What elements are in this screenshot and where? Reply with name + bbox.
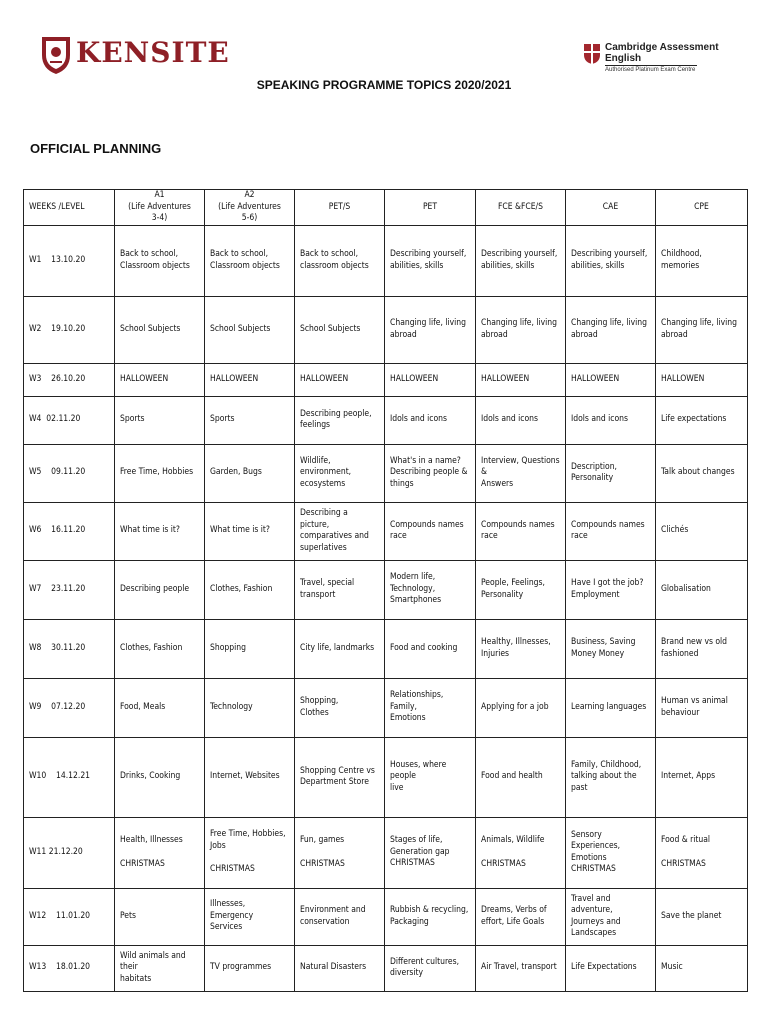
week-cell: W2 19.10.20 (24, 296, 115, 363)
week-cell: W12 11.01.20 (24, 888, 115, 945)
topic-cell (476, 502, 566, 560)
topic-cell (566, 737, 656, 817)
topic-cell (205, 502, 295, 560)
topic-cell (566, 945, 656, 991)
topic-text: Healthy, Illnesses, (481, 637, 551, 647)
topic-cell (656, 888, 748, 945)
topic-text: School Subjects (120, 323, 181, 334)
topic-text: Answers (481, 478, 514, 489)
topic-text: HALLOWEEN (481, 373, 530, 384)
header-text: WEEKS /LEVEL (29, 201, 85, 212)
topic-text: Houses, where people (390, 759, 447, 782)
topic-text: Life Expectations (571, 962, 637, 973)
topic-text: What time is it? (120, 525, 180, 536)
topic-text: Internet, Websites (210, 771, 280, 782)
topic-text: abroad (390, 329, 417, 340)
topic-cell (385, 560, 476, 619)
topic-text: abroad (661, 329, 688, 340)
topic-cell (385, 737, 476, 817)
speaking-topics-table (23, 189, 748, 992)
topic-cell (656, 502, 748, 560)
topic-text: Money Money (571, 648, 625, 659)
topic-text: Description, (571, 461, 617, 472)
topic-cell (205, 396, 295, 444)
week-cell: W10 14.12.21 (24, 737, 115, 817)
table-row (24, 396, 748, 444)
week-cell: W6 16.11.20 (24, 502, 115, 560)
topic-text: Clichés (661, 525, 689, 536)
topic-text: Describing yourself, (390, 249, 467, 259)
section-title: OFFICIAL PLANNING (30, 141, 162, 156)
topic-text: Interview, Questions & (481, 455, 560, 478)
topic-text: What's in a name? (390, 455, 461, 466)
topic-text: Describing people & (390, 467, 468, 478)
week-cell: W8 30.11.20 (24, 619, 115, 678)
topic-cell (656, 945, 748, 991)
topic-cell (385, 619, 476, 678)
topic-text: HALLOWEN (661, 373, 705, 384)
topic-text: Environment and (300, 905, 366, 915)
topic-cell (476, 945, 566, 991)
topic-text: behaviour (661, 707, 700, 718)
kensite-shield-logo (40, 35, 72, 75)
header-text: CAE (602, 201, 619, 212)
topic-text: classroom objects (300, 260, 369, 271)
topic-cell (205, 363, 295, 396)
topic-cell (115, 817, 205, 888)
topic-text: Business, Saving (571, 637, 636, 647)
topic-text: Changing life, living (661, 318, 737, 328)
topic-text: Sensory Experiences, (571, 829, 621, 851)
topic-text: Free Time, Hobbies (120, 467, 194, 478)
header-text: FCE &FCE/S (498, 201, 543, 212)
topic-text: habitats (120, 973, 152, 984)
topic-cell (656, 444, 748, 502)
topic-text: Classroom objects (120, 260, 190, 271)
topic-text: Rubbish & recycling, (390, 905, 469, 915)
topic-text: Clothes, Fashion (120, 642, 183, 653)
table-row (24, 817, 748, 888)
topic-text: abilities, skills (571, 260, 625, 271)
cambridge-english: English (605, 53, 642, 64)
document-title: SPEAKING PROGRAMME TOPICS 2020/2021 (256, 78, 512, 92)
topic-text: Changing life, living (481, 318, 557, 328)
topic-cell (476, 444, 566, 502)
topic-cell (115, 619, 205, 678)
topic-text: Applying for a job (481, 701, 549, 712)
topic-text: Packaging (390, 916, 429, 927)
topic-text: ecosystems (300, 478, 346, 489)
topic-text: Shopping (210, 642, 246, 653)
topic-cell (476, 678, 566, 737)
topic-text: Dreams, Verbs of (481, 905, 547, 915)
topic-cell (115, 560, 205, 619)
topic-text: Classroom objects (210, 260, 280, 271)
topic-text: abilities, skills (481, 260, 535, 271)
topic-cell (566, 817, 656, 888)
table-row (24, 560, 748, 619)
topic-text: What time is it? (210, 525, 270, 536)
topic-text: race (571, 531, 588, 541)
topic-cell (115, 502, 205, 560)
topic-cell (385, 296, 476, 363)
topic-cell (656, 560, 748, 619)
topic-text: Drinks, Cooking (120, 771, 181, 782)
topic-cell (385, 363, 476, 396)
topic-cell (205, 296, 295, 363)
topic-text: People, Feelings, (481, 578, 545, 588)
topic-cell (385, 502, 476, 560)
topic-cell (656, 737, 748, 817)
topic-text: Describing a picture, (300, 508, 348, 530)
topic-cell (566, 444, 656, 502)
topic-text: Describing yourself, (481, 249, 558, 259)
topic-text: Globalisation (661, 583, 711, 594)
topic-cell (566, 296, 656, 363)
header-level (385, 190, 476, 226)
table-row (24, 225, 748, 296)
topic-text: CHRISTMAS (210, 864, 255, 875)
topic-text: Brand new vs old (661, 637, 728, 647)
topic-text: Idols and icons (390, 414, 447, 425)
topic-cell (295, 363, 385, 396)
topic-cell (385, 888, 476, 945)
topic-text: School Subjects (210, 323, 271, 334)
topic-text: Describing yourself, (571, 249, 648, 259)
topic-cell (115, 678, 205, 737)
topic-text: Have I got the job? (571, 578, 644, 588)
topic-text (120, 847, 199, 859)
topic-cell (205, 678, 295, 737)
week-cell: W9 07.12.20 (24, 678, 115, 737)
topic-text: Food and cooking (390, 642, 458, 653)
topic-cell (566, 396, 656, 444)
table-row (24, 945, 748, 991)
topic-text: Fun, games (300, 835, 345, 845)
topic-text: Relationships, Family, (390, 690, 444, 712)
topic-text: Personality (481, 589, 524, 600)
topic-text: Clothes (300, 707, 329, 718)
table-row (24, 444, 748, 502)
header-level (205, 190, 295, 226)
topic-text: Describing people, (300, 408, 372, 419)
topic-text: HALLOWEEN (571, 373, 620, 384)
topic-text: Save the planet (661, 910, 722, 921)
topic-text: Food and health (481, 771, 543, 782)
topic-cell (656, 363, 748, 396)
cambridge-tagline: Authorised Platinum Exam Centre (605, 67, 696, 73)
topic-cell (656, 817, 748, 888)
topic-cell (385, 225, 476, 296)
topic-text: Sports (120, 414, 145, 425)
topic-text: talking about the past (571, 771, 637, 793)
topic-cell (656, 396, 748, 444)
topic-text: Food, Meals (120, 701, 166, 712)
topic-text: conservation (300, 916, 350, 927)
topic-text: Childhood, memories (661, 249, 702, 271)
topic-cell (295, 737, 385, 817)
table-row (24, 363, 748, 396)
topic-cell (295, 396, 385, 444)
topic-cell (295, 560, 385, 619)
topic-text: Music (661, 962, 683, 973)
week-cell: W13 18.01.20 (24, 945, 115, 991)
topic-text: race (481, 531, 498, 541)
topic-text: Changing life, living (390, 318, 466, 328)
topic-cell (295, 619, 385, 678)
topic-text: Travel and adventure, (571, 893, 613, 915)
topic-text: Compounds names (481, 519, 555, 530)
topic-cell (656, 678, 748, 737)
topic-text: Health, Illnesses (120, 835, 183, 845)
topic-cell (566, 678, 656, 737)
topic-cell (566, 225, 656, 296)
topic-cell (115, 888, 205, 945)
topic-text: Different cultures, (390, 956, 460, 967)
topic-text: Wild animals and their (120, 950, 186, 973)
topic-text: Technology (210, 701, 253, 712)
header-text: PET/S (328, 201, 351, 212)
topic-cell (385, 396, 476, 444)
topic-text: Generation gap (390, 846, 450, 857)
topic-text: Internet, Apps (661, 771, 716, 782)
week-cell: W3 26.10.20 (24, 363, 115, 396)
topic-text: Life expectations (661, 414, 727, 425)
topic-cell (205, 888, 295, 945)
topic-cell (476, 225, 566, 296)
topic-text: CHRISTMAS (300, 858, 345, 869)
topic-text: diversity (390, 968, 423, 978)
topic-text: CHRISTMAS (390, 858, 435, 869)
topic-cell (385, 817, 476, 888)
cambridge-divider (605, 65, 697, 66)
topic-cell (205, 444, 295, 502)
topic-text: HALLOWEEN (120, 373, 169, 384)
topic-text: HALLOWEEN (300, 373, 349, 384)
topic-text: CHRISTMAS (120, 858, 165, 869)
topic-text: Emotions (390, 713, 426, 724)
topic-cell (295, 225, 385, 296)
topic-text: comparatives and (300, 531, 369, 541)
week-cell: W5 09.11.20 (24, 444, 115, 502)
topic-text: CHRISTMAS (661, 858, 706, 869)
topic-text: TV programmes (210, 962, 272, 973)
topic-text: Department Store (300, 777, 369, 787)
table-row (24, 502, 748, 560)
topic-text (481, 847, 560, 859)
header-level (295, 190, 385, 226)
topic-cell (295, 817, 385, 888)
header-text: (Life Adventures (218, 201, 281, 212)
topic-text (300, 847, 379, 859)
week-cell: W7 23.11.20 (24, 560, 115, 619)
topic-text: Modern life, (390, 572, 436, 583)
topic-cell (476, 296, 566, 363)
topic-text: Back to school, (120, 249, 179, 259)
topic-text: Stages of life, (390, 835, 443, 846)
topic-cell (115, 444, 205, 502)
topic-text: Changing life, living (571, 318, 647, 328)
topic-cell (295, 945, 385, 991)
topic-cell (656, 225, 748, 296)
header-level (656, 190, 748, 226)
topic-text: Services (210, 922, 243, 933)
header-text: PET (422, 201, 438, 212)
topic-cell (115, 225, 205, 296)
table-row (24, 737, 748, 817)
topic-cell (205, 619, 295, 678)
table-header-row (24, 190, 748, 226)
topic-cell (295, 296, 385, 363)
topic-text: Idols and icons (571, 414, 628, 425)
topic-text: superlatives (300, 542, 347, 553)
topic-text: School Subjects (300, 323, 361, 334)
topic-cell (115, 396, 205, 444)
cambridge-name: Cambridge Assessment (605, 42, 719, 53)
topic-cell (205, 560, 295, 619)
topic-text: Technology, (390, 583, 436, 594)
header-level (115, 190, 205, 226)
topic-cell (476, 560, 566, 619)
topic-cell (115, 296, 205, 363)
header-text: (Life Adventures (128, 201, 191, 212)
topic-text: HALLOWEEN (210, 373, 259, 384)
topic-cell (566, 363, 656, 396)
topic-text: Animals, Wildlife (481, 835, 545, 845)
topic-text: effort, Life Goals (481, 916, 545, 927)
header-level (566, 190, 656, 226)
week-cell: W11 21.12.20 (24, 817, 115, 888)
topic-cell (385, 678, 476, 737)
topic-text: Free Time, Hobbies, (210, 829, 286, 840)
header-level (476, 190, 566, 226)
topic-text: Garden, Bugs (210, 467, 262, 478)
topic-text: race (390, 531, 407, 541)
topic-text: fashioned (661, 648, 699, 659)
topic-text: Family, Childhood, (571, 759, 642, 770)
topic-text: Natural Disasters (300, 962, 367, 973)
topic-text: transport (300, 589, 336, 600)
topic-cell (115, 945, 205, 991)
topic-cell (295, 444, 385, 502)
topic-cell (476, 888, 566, 945)
topic-text: Food & ritual (661, 835, 711, 845)
topic-text (210, 852, 289, 864)
topic-cell (295, 678, 385, 737)
topic-cell (566, 560, 656, 619)
school-name: KENSITE (76, 36, 230, 69)
topic-cell (476, 737, 566, 817)
topic-text: Back to school, (300, 249, 359, 259)
topic-text (661, 847, 742, 859)
topic-text: Compounds names (571, 519, 645, 530)
topic-text: Smartphones (390, 595, 442, 606)
topic-cell (205, 737, 295, 817)
topic-text: CHRISTMAS (571, 864, 616, 874)
topic-text: City life, landmarks (300, 642, 375, 653)
topic-text: Describing people (120, 583, 190, 594)
header-text: 3-4) (151, 213, 168, 223)
topic-cell (476, 817, 566, 888)
topic-text: Wildlife, environment, (300, 455, 352, 478)
topic-text: Sports (210, 414, 235, 425)
topic-text: Jobs (210, 840, 226, 851)
topic-cell (295, 888, 385, 945)
header-text: A1 (154, 190, 165, 200)
topic-text: Injuries (481, 648, 510, 659)
topic-text: Personality (571, 473, 614, 483)
topic-cell (656, 296, 748, 363)
week-cell: W1 13.10.20 (24, 225, 115, 296)
topic-text: Shopping, (300, 696, 339, 706)
topic-cell (205, 817, 295, 888)
table-row (24, 619, 748, 678)
topic-cell (385, 444, 476, 502)
topic-text: Journeys and (571, 916, 621, 927)
topic-text: abilities, skills (390, 260, 444, 271)
topic-text: Talk about changes (661, 467, 735, 478)
topic-cell (115, 363, 205, 396)
topic-cell (115, 737, 205, 817)
table-row (24, 888, 748, 945)
topic-text: Travel, special (300, 578, 355, 588)
header-text: CPE (694, 201, 709, 212)
topic-text: Shopping Centre vs (300, 765, 375, 776)
topic-text: Pets (120, 910, 136, 921)
topic-text: feelings (300, 420, 331, 430)
topic-text: live (390, 782, 404, 793)
topic-text: Employment (571, 589, 620, 600)
table-row (24, 296, 748, 363)
topic-cell (566, 502, 656, 560)
topic-text: abroad (481, 329, 508, 340)
topic-cell (205, 945, 295, 991)
topic-cell (205, 225, 295, 296)
topic-text: Emotions (571, 852, 607, 863)
topic-text: HALLOWEEN (390, 373, 439, 384)
topic-text: Human vs animal (661, 696, 728, 706)
topic-text: things (390, 478, 414, 489)
topic-text: Compounds names (390, 519, 464, 530)
header-text: A2 (244, 190, 255, 200)
topic-text: Learning languages (571, 701, 647, 712)
header-text: 5-6) (241, 213, 258, 223)
cambridge-shield-logo (583, 43, 601, 65)
topic-text: Landscapes (571, 928, 617, 938)
topic-cell (566, 619, 656, 678)
topic-cell (566, 888, 656, 945)
topic-text: Clothes, Fashion (210, 583, 273, 594)
topic-text: Idols and icons (481, 414, 538, 425)
topic-cell (476, 619, 566, 678)
topic-cell (656, 619, 748, 678)
topic-text: Illnesses, Emergency (210, 899, 254, 921)
header-weeks-level (24, 190, 115, 226)
topic-text: Air Travel, transport (481, 962, 557, 973)
topic-cell (295, 502, 385, 560)
topic-text: CHRISTMAS (481, 858, 526, 869)
table-row (24, 678, 748, 737)
topic-text: Back to school, (210, 249, 269, 259)
topic-cell (476, 396, 566, 444)
topic-text: abroad (571, 329, 598, 340)
topic-cell (476, 363, 566, 396)
week-cell: W4 02.11.20 (24, 396, 115, 444)
topic-cell (385, 945, 476, 991)
